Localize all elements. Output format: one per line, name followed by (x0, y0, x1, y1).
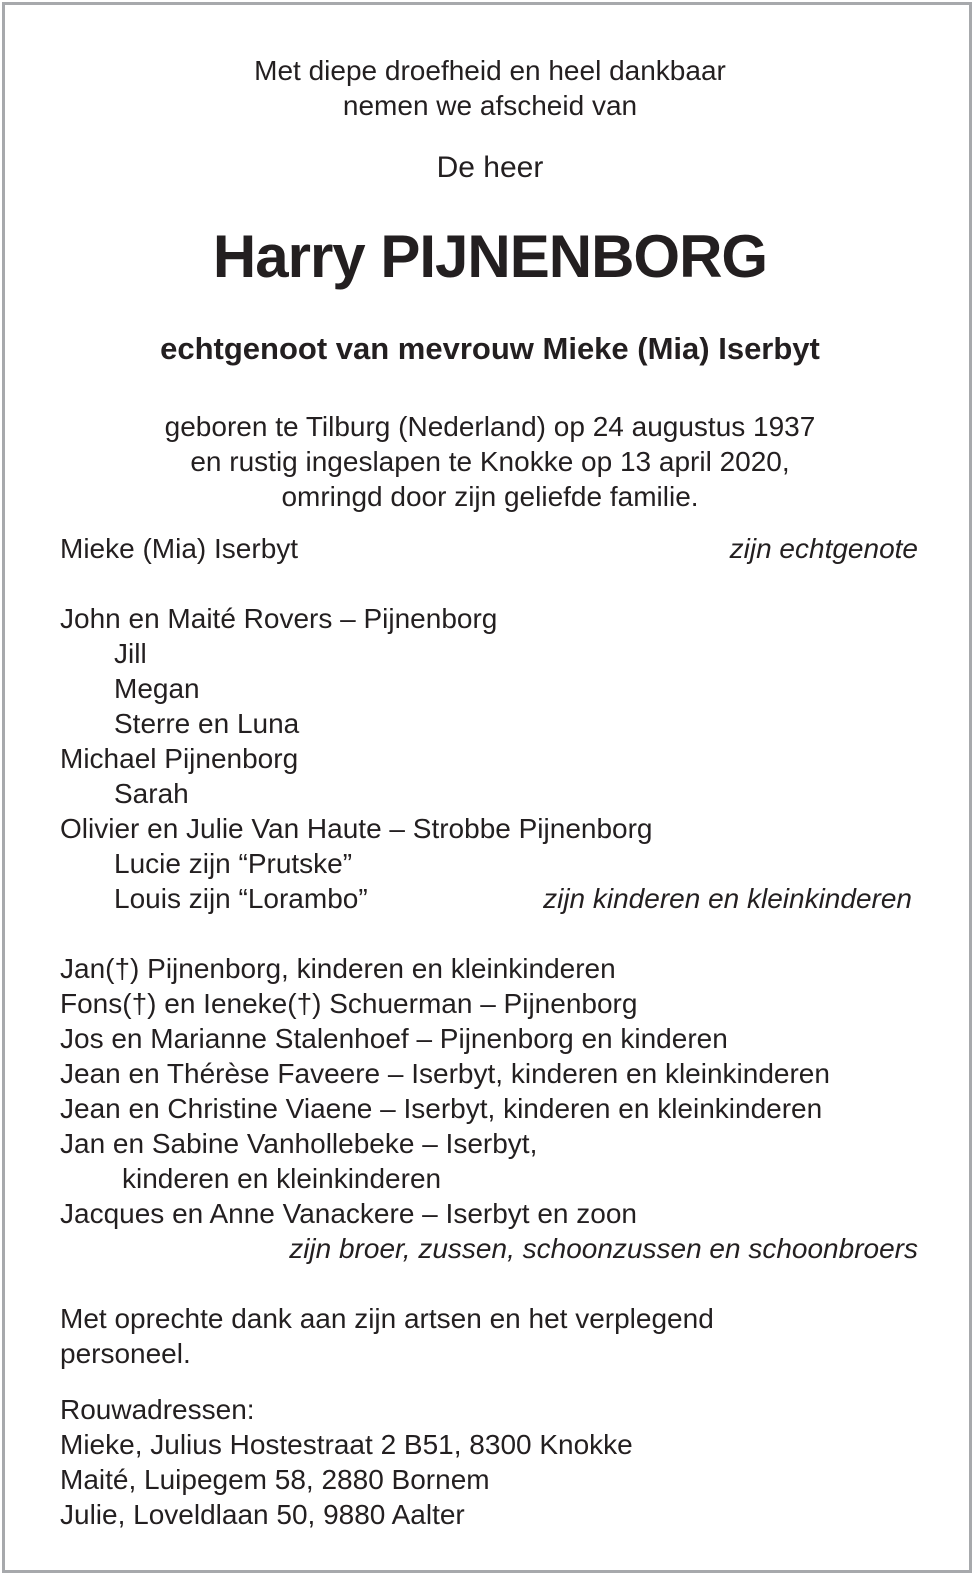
child-line: Michael Pijnenborg (60, 743, 299, 774)
address-line: Julie, Loveldlaan 50, 9880 Aalter (60, 1499, 465, 1530)
death-line: en rustig ingeslapen te Knokke op 13 april 2020, (190, 446, 790, 477)
deceased-name: Harry PIJNENBORG (212, 223, 768, 290)
grandchild-line: Sarah (114, 778, 189, 809)
sibling-line: Jan(†) Pijnenborg, kinderen en kleinkinderen (60, 953, 616, 984)
grandchild-line: Louis zijn “Lorambo” (114, 883, 368, 914)
spouse-name: Mieke (Mia) Iserbyt (60, 533, 299, 564)
sibling-line: Jacques en Anne Vanackere – Iserbyt en zoon (60, 1198, 637, 1229)
sibling-line: Fons(†) en Ieneke(†) Schuerman – Pijnenborg (60, 988, 638, 1019)
address-line: Maité, Luipegem 58, 2880 Bornem (60, 1464, 490, 1495)
family-line: omringd door zijn geliefde familie. (281, 481, 699, 512)
sibling-line: Jan en Sabine Vanhollebeke – Iserbyt, (60, 1128, 538, 1159)
grandchild-line: Jill (114, 638, 147, 669)
sibling-line-continued: kinderen en kleinkinderen (122, 1163, 442, 1194)
birth-line: geboren te Tilburg (Nederland) op 24 augustus 1937 (164, 411, 816, 442)
addresses-heading: Rouwadressen: (60, 1394, 255, 1425)
child-line: Olivier en Julie Van Haute – Strobbe Pijnenborg (60, 813, 653, 844)
grandchild-line: Megan (114, 673, 200, 704)
grandchild-line: Lucie zijn “Prutske” (114, 848, 353, 879)
intro-line-2: nemen we afscheid van (342, 90, 638, 121)
grandchild-line: Sterre en Luna (114, 708, 300, 739)
address-line: Mieke, Julius Hostestraat 2 B51, 8300 Knokke (60, 1429, 633, 1460)
intro-line-1: Met diepe droefheid en heel dankbaar (254, 55, 726, 86)
salutation: De heer (436, 151, 544, 184)
sibling-line: Jos en Marianne Stalenhoef – Pijnenborg en kinderen (60, 1023, 728, 1054)
spouse-line: echtgenoot van mevrouw Mieke (Mia) Iserbyt (160, 331, 820, 366)
siblings-role: zijn broer, zussen, schoonzussen en schoonbroers (289, 1233, 918, 1264)
child-line: John en Maité Rovers – Pijnenborg (60, 603, 498, 634)
sibling-line: Jean en Thérèse Faveere – Iserbyt, kinderen en kleinkinderen (60, 1058, 830, 1089)
thanks-line-1: Met oprechte dank aan zijn artsen en het verplegend (60, 1303, 714, 1334)
spouse-role: zijn echtgenote (729, 533, 918, 564)
children-role: zijn kinderen en kleinkinderen (543, 883, 912, 914)
sibling-line: Jean en Christine Viaene – Iserbyt, kinderen en kleinkinderen (60, 1093, 823, 1124)
thanks-line-2: personeel. (60, 1338, 191, 1369)
